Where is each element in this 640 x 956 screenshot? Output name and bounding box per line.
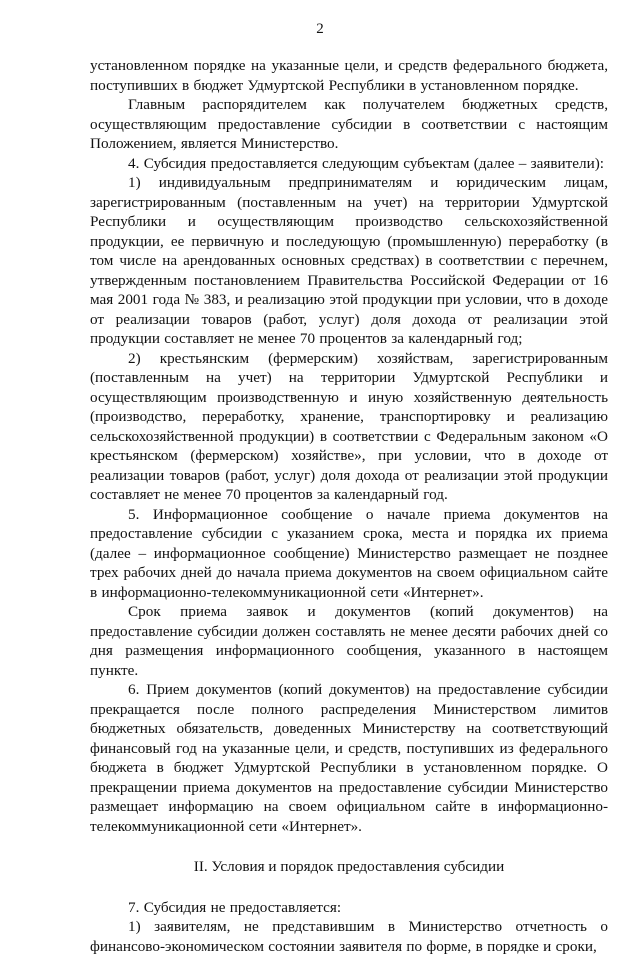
- paragraph-item-4-1: 1) индивидуальным предпринимателям и юридическим лицам, зарегистрированным (поставленным на учет) на территории Удмуртской Республики и осуществляющим производство сельскохозяйственной продукции, ее первичную и последующую (промышленную) переработку (в том числе на арендованных основных средствах) в соответствии с перечнем, утвержденным постановлением Правительства Российской Федерации от 16 мая 2001 года № 383, и реализацию этой продукции при условии, что в доходе от реализации товаров (работ, услуг) доля дохода от реализации этой продукции составляет не менее 70 процентов за календарный год;: [90, 174, 608, 347]
- page-number: 2: [316, 21, 324, 37]
- paragraph-item-4: 4. Субсидия предоставляется следующим субъектам (далее – заявители):: [128, 154, 605, 172]
- paragraph-item-7: 7. Субсидия не предоставляется:: [128, 898, 342, 916]
- paragraph-item-7-1: 1) заявителям, не представившим в Министерство отчетность о финансово-экономическом состоянии заявителя по форме, в порядке и сроки,: [90, 918, 608, 955]
- document-body: [90, 56, 608, 956]
- paragraph-item-4-2: 2) крестьянским (фермерским) хозяйствам, зарегистрированным (поставленным на учет) на территории Удмуртской Республики и осуществляющим производственную и иную хозяйственную деятельность (производство, переработку, хранение, транспортировку и реализацию сельскохозяйственной продукции) в соответствии с Федеральным законом «О крестьянском (фермерском) хозяйстве», при условии, что в доходе от реализации товаров (работ, услуг) доля дохода от реализации этой продукции составляет не менее 70 процентов за календарный год.: [90, 349, 608, 503]
- paragraph-item-5: 5. Информационное сообщение о начале приема документов на предоставление субсидии с указанием срока, места и порядка их приема (далее – информационное сообщение) Министерство размещает не позднее трех рабочих дней до начала приема документов на своем официальном сайте в информационно-телекоммуникационной сети «Интернет».: [90, 505, 608, 601]
- paragraph-item-6: 6. Прием документов (копий документов) на предоставление субсидии прекращается после полного распределения Министерством лимитов бюджетных обязательств, доведенных Министерству на соответствующий финансовый год на указанные цели, и средств, поступивших из федерального бюджета в бюджет Удмуртской Республики в установленном порядке. О прекращении приема документов на предоставление субсидии Министерство размещает информацию на своем официальном сайте в информационно-телекоммуникационной сети «Интернет».: [90, 681, 608, 835]
- section-heading: II. Условия и порядок предоставления субсидии: [193, 858, 505, 875]
- paragraph-main-manager: Главным распорядителем как получателем бюджетных средств, осуществляющим предоставление субсидии в соответствии с настоящим Положением, является Министерство.: [90, 96, 608, 152]
- paragraph-application-term: Срок приема заявок и документов (копий документов) на предоставление субсидии должен составлять не менее десяти рабочих дней со дня размещения информационного сообщения, указанного в настоящем пункте.: [90, 603, 608, 679]
- paragraph-continuation: установленном порядке на указанные цели, и средств федерального бюджета, поступивших в бюджет Удмуртской Республики в установленном порядке.: [90, 57, 608, 94]
